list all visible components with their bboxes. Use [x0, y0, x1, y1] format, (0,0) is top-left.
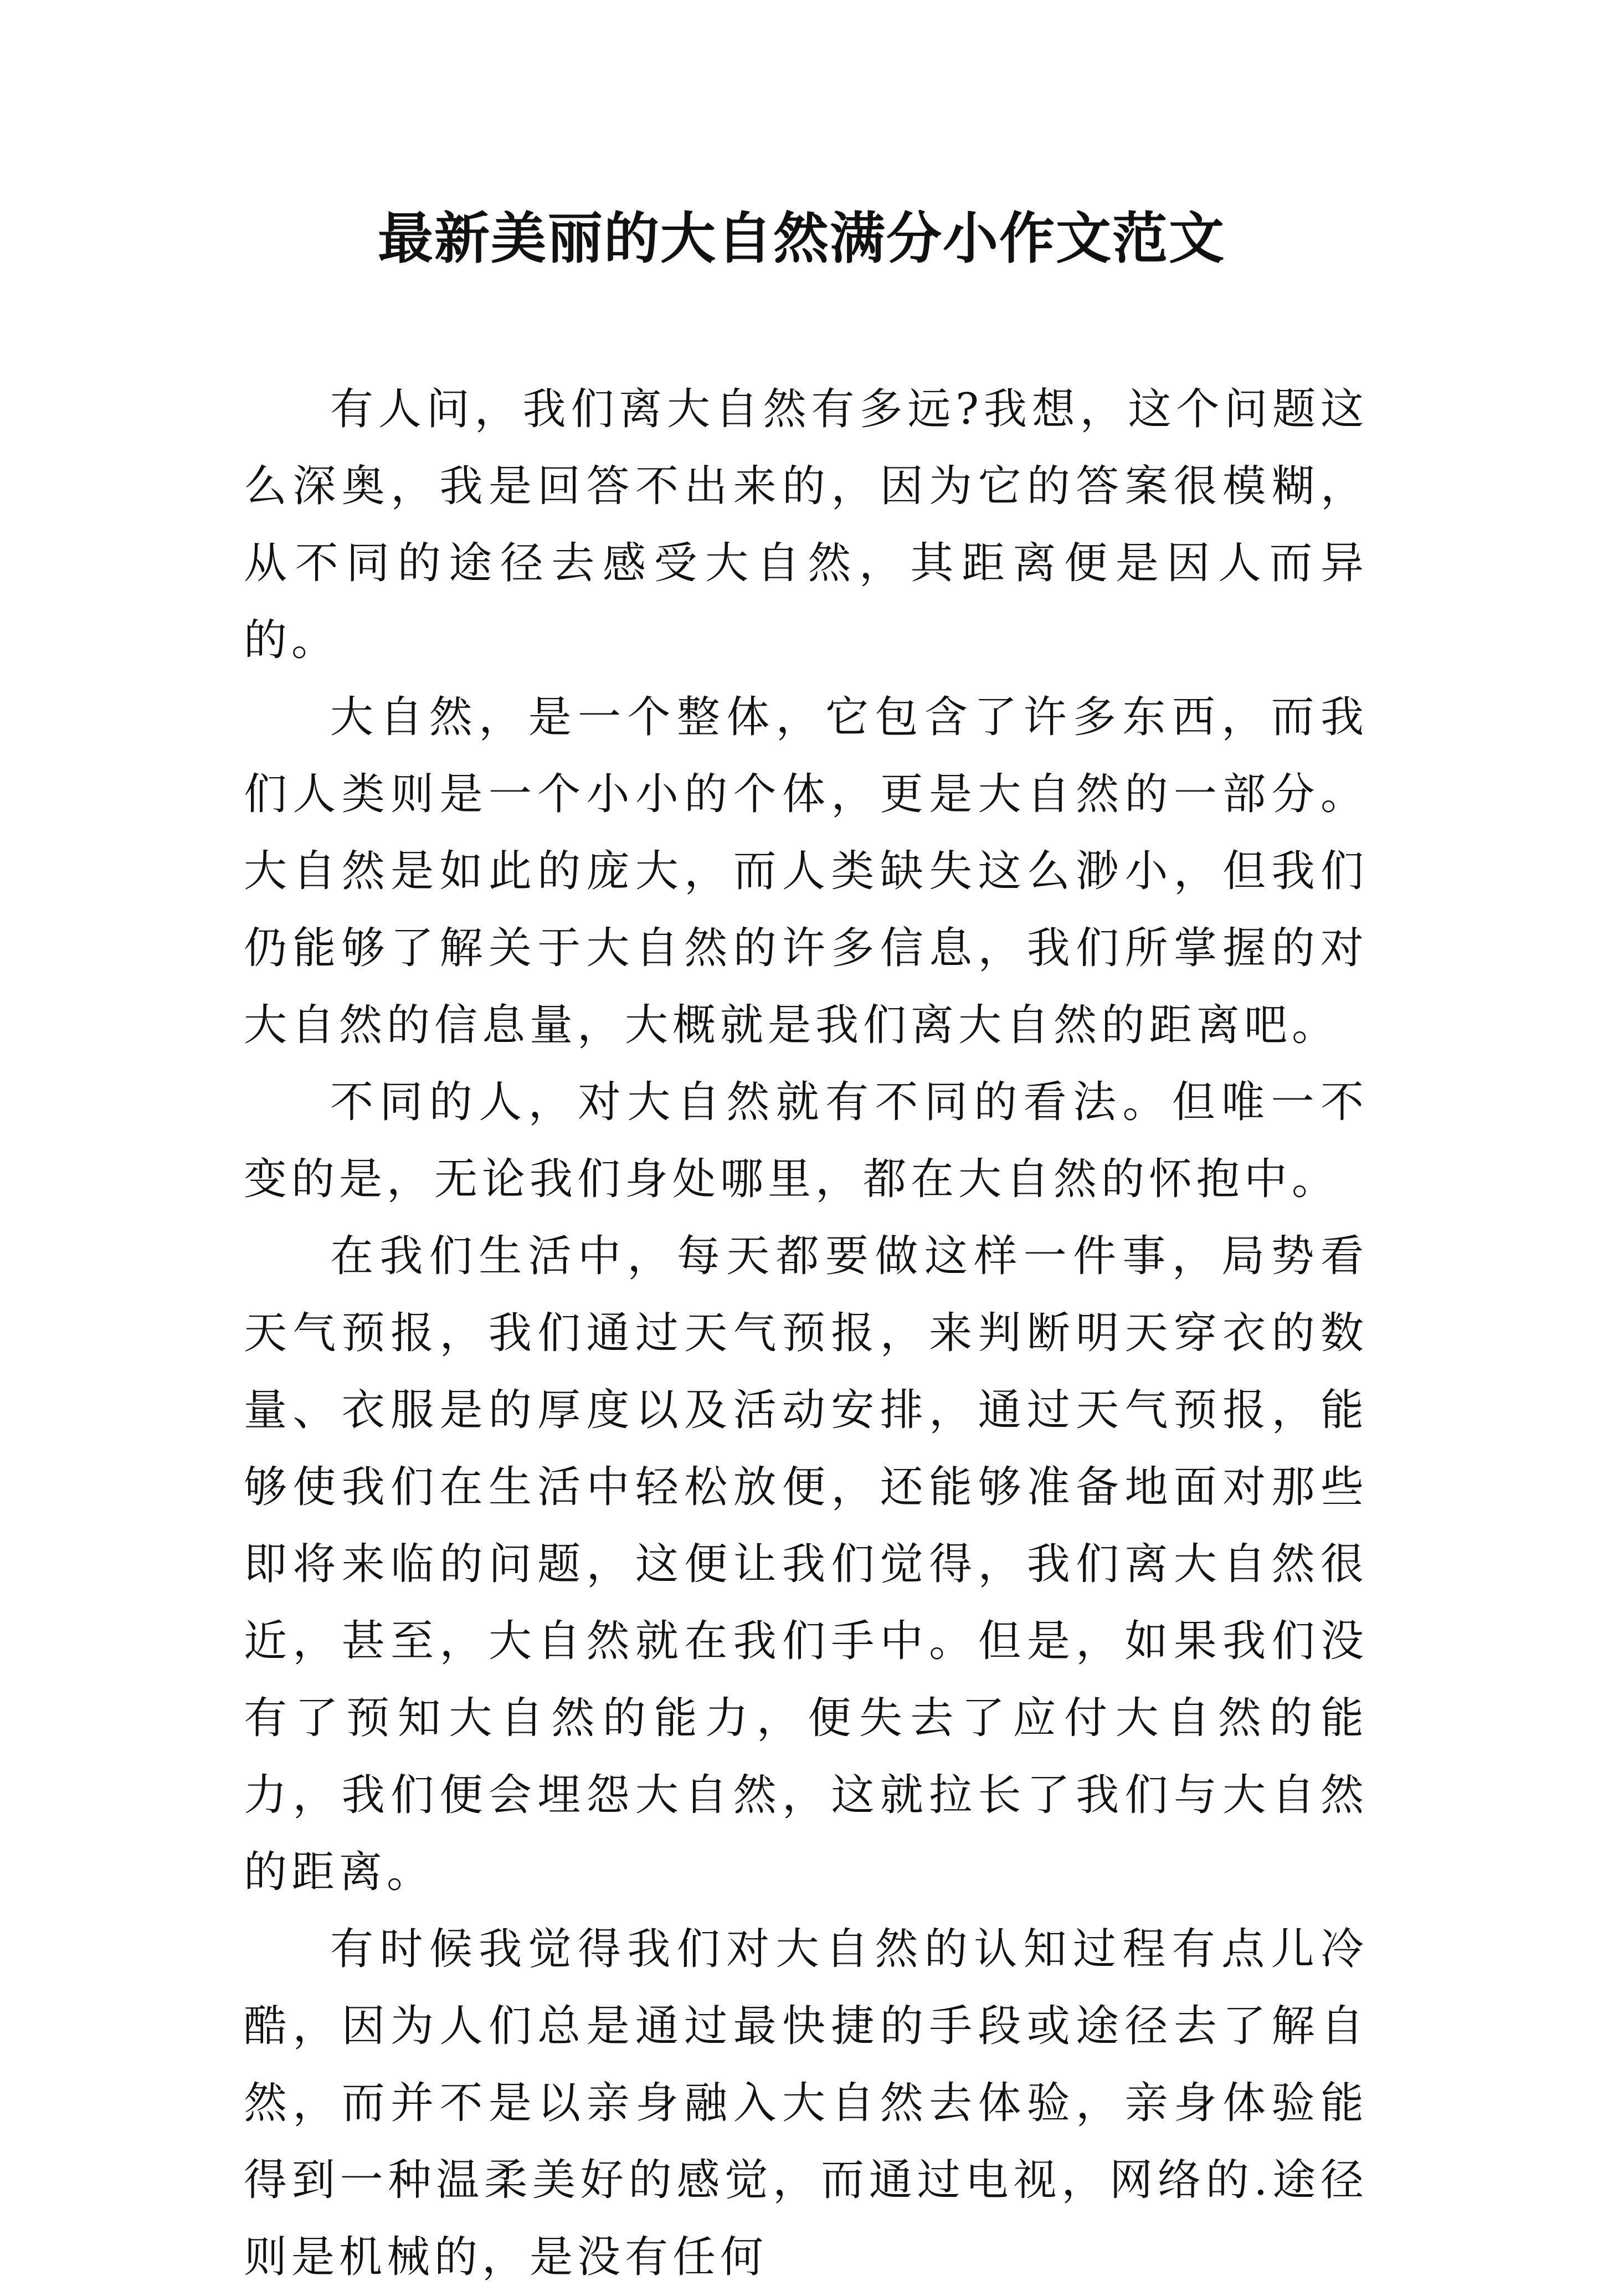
paragraph-3: 不同的人，对大自然就有不同的看法。但唯一不变的是，无论我们身处哪里，都在大自然的怀抱中。 [244, 1077, 1368, 1204]
document-body [244, 371, 1368, 2296]
paragraph-5: 有时候我觉得我们对大自然的认知过程有点儿冷酷，因为人们总是通过最快捷的手段或途径去了解自然，而并不是以亲身融入大自然去体验，亲身体验能得到一种温柔美好的感觉，而通过电视，网络的.途径则是机械的，是没有任何 [244, 1924, 1368, 2282]
paragraph-1: 有人问，我们离大自然有多远?我想，这个问题这么深奥，我是回答不出来的，因为它的答案很模糊，从不同的途径去感受大自然，其距离便是因人而异的。 [244, 384, 1368, 665]
paragraph-4: 在我们生活中，每天都要做这样一件事，局势看天气预报，我们通过天气预报，来判断明天穿衣的数量、衣服是的厚度以及活动安排，通过天气预报，能够使我们在生活中轻松放便，还能够准备地面对那些即将来临的问题，这便让我们觉得，我们离大自然很近，甚至，大自然就在我们手中。但是，如果我们没有了预知大自然的能力，便失去了应付大自然的能力，我们便会埋怨大自然，这就拉长了我们与大自然的距离。 [244, 1231, 1368, 1897]
document-title: 最新美丽的大自然满分小作文范文 [378, 206, 1225, 271]
paragraph-2: 大自然，是一个整体，它包含了许多东西，而我们人类则是一个小小的个体，更是大自然的一部分。大自然是如此的庞大，而人类缺失这么渺小，但我们仍能够了解关于大自然的许多信息，我们所掌握的对大自然的信息量，大概就是我们离大自然的距离吧。 [244, 692, 1368, 1050]
